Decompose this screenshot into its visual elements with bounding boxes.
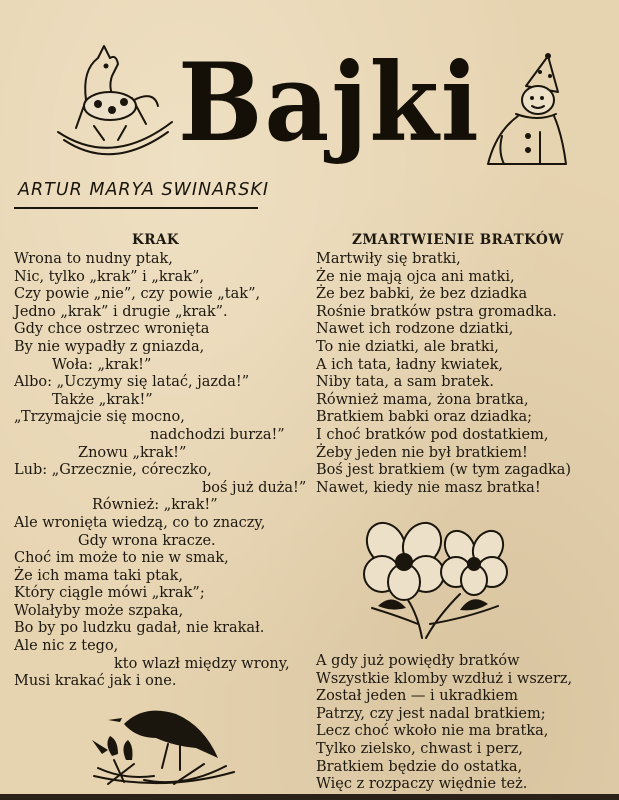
poem-line: Bratkiem będzie do ostatka, <box>316 758 523 775</box>
poem-line: By nie wypadły z gniazda, <box>14 338 205 355</box>
poem-line: kto wlazł między wrony, <box>114 655 290 672</box>
poem-line: Że ich mama taki ptak, <box>14 567 184 584</box>
poem-line: Wszystkie klomby wzdłuż i wszerz, <box>316 670 573 687</box>
poem-line: Niby tata, a sam bratek. <box>316 374 494 391</box>
poem-line: Lub: „Grzecznie, córeczko, <box>14 462 212 479</box>
poem-line: „Trzymajcie się mocno, <box>14 409 185 426</box>
poem-line: Wrona to nudny ptak, <box>14 251 173 267</box>
poem-line: Gdy wrona kracze. <box>78 532 216 549</box>
crow-nest-icon <box>84 684 244 790</box>
poem-line: Ale wronięta wiedzą, co to znaczy, <box>14 514 266 531</box>
clown-icon <box>478 52 572 170</box>
poem-krak <box>14 251 306 691</box>
poem-line: Martwiły się bratki, <box>316 251 461 267</box>
poem-line: Bratkiem babki oraz dziadka; <box>316 409 533 426</box>
poem-line: Woła: „krak!” <box>52 356 152 373</box>
bottom-rule <box>0 794 619 800</box>
poem-line: Więc z rozpaczy więdnie też. <box>316 776 528 793</box>
poem-line: Ale nic z tego, <box>14 638 119 655</box>
poem-line: Został jeden — i ukradkiem <box>316 688 519 705</box>
poem-line: Że nie mają ojca ani matki, <box>316 268 515 285</box>
poem-line: Boś jest bratkiem (w tym zagadka) <box>316 462 572 479</box>
poem-line: Bo by po ludzku gadał, nie krakał. <box>14 620 265 637</box>
poem-line: boś już duża!” <box>202 479 307 496</box>
poem-line: Nic, tylko „krak” i „krak”, <box>14 268 205 285</box>
poem-line: Lecz choć wkoło nie ma bratka, <box>316 723 549 740</box>
poem-line: Również: „krak!” <box>92 497 218 514</box>
pansy-flower-icon <box>348 512 524 644</box>
poem-line: Gdy chce ostrzec wronięta <box>14 321 210 338</box>
poem-title-krak: KRAK <box>132 232 180 248</box>
poem-line: I choć bratków pod dostatkiem, <box>316 426 549 443</box>
poem-line: Choć im może to nie w smak, <box>14 550 229 567</box>
poem-line: Patrzy, czy jest nadal bratkiem; <box>316 705 546 722</box>
poem-line: A gdy już powiędły bratków <box>316 653 520 669</box>
poem-line: Również mama, żona bratka, <box>316 391 529 408</box>
poem-line: Rośnie bratków pstra gromadka. <box>316 303 557 320</box>
poem-line: Czy powie „nie”, czy powie „tak”, <box>14 286 261 303</box>
poem-line: Że bez babki, że bez dziadka <box>316 286 528 303</box>
poem-line: Żeby jeden nie był bratkiem! <box>316 444 528 461</box>
author-underline <box>14 207 258 209</box>
poem-line: nadchodzi burza!” <box>150 426 285 443</box>
poem-line: Także „krak!” <box>52 391 153 408</box>
poem-bratki-top <box>316 251 571 497</box>
author-name: ARTUR MARYA SWINARSKI <box>18 180 269 200</box>
poem-bratki-bottom <box>316 653 572 794</box>
poem-line: Który ciągle mówi „krak”; <box>14 585 205 602</box>
poem-line: Znowu „krak!” <box>78 444 187 461</box>
poem-line: Nawet ich rodzone dziatki, <box>316 321 514 338</box>
page-title: Bajki <box>178 38 481 166</box>
poem-line: Musi krakać jak i one. <box>14 673 177 690</box>
poem-line: Tylko zielsko, chwast i perz, <box>316 740 523 757</box>
poem-title-bratki: ZMARTWIENIE BRATKÓW <box>352 232 564 248</box>
header <box>0 0 619 200</box>
poem-line: To nie dziatki, ale bratki, <box>316 338 499 355</box>
poem-line: Albo: „Uczymy się latać, jazda!” <box>14 374 250 391</box>
poem-line: Nawet, kiedy nie masz bratka! <box>316 479 541 496</box>
poem-line: A ich tata, ładny kwiatek, <box>316 356 503 373</box>
poem-line: Jedno „krak” i drugie „krak”. <box>14 303 228 320</box>
rocking-horse-icon <box>46 40 178 160</box>
poem-line: Wolałyby może szpaka, <box>14 602 184 619</box>
